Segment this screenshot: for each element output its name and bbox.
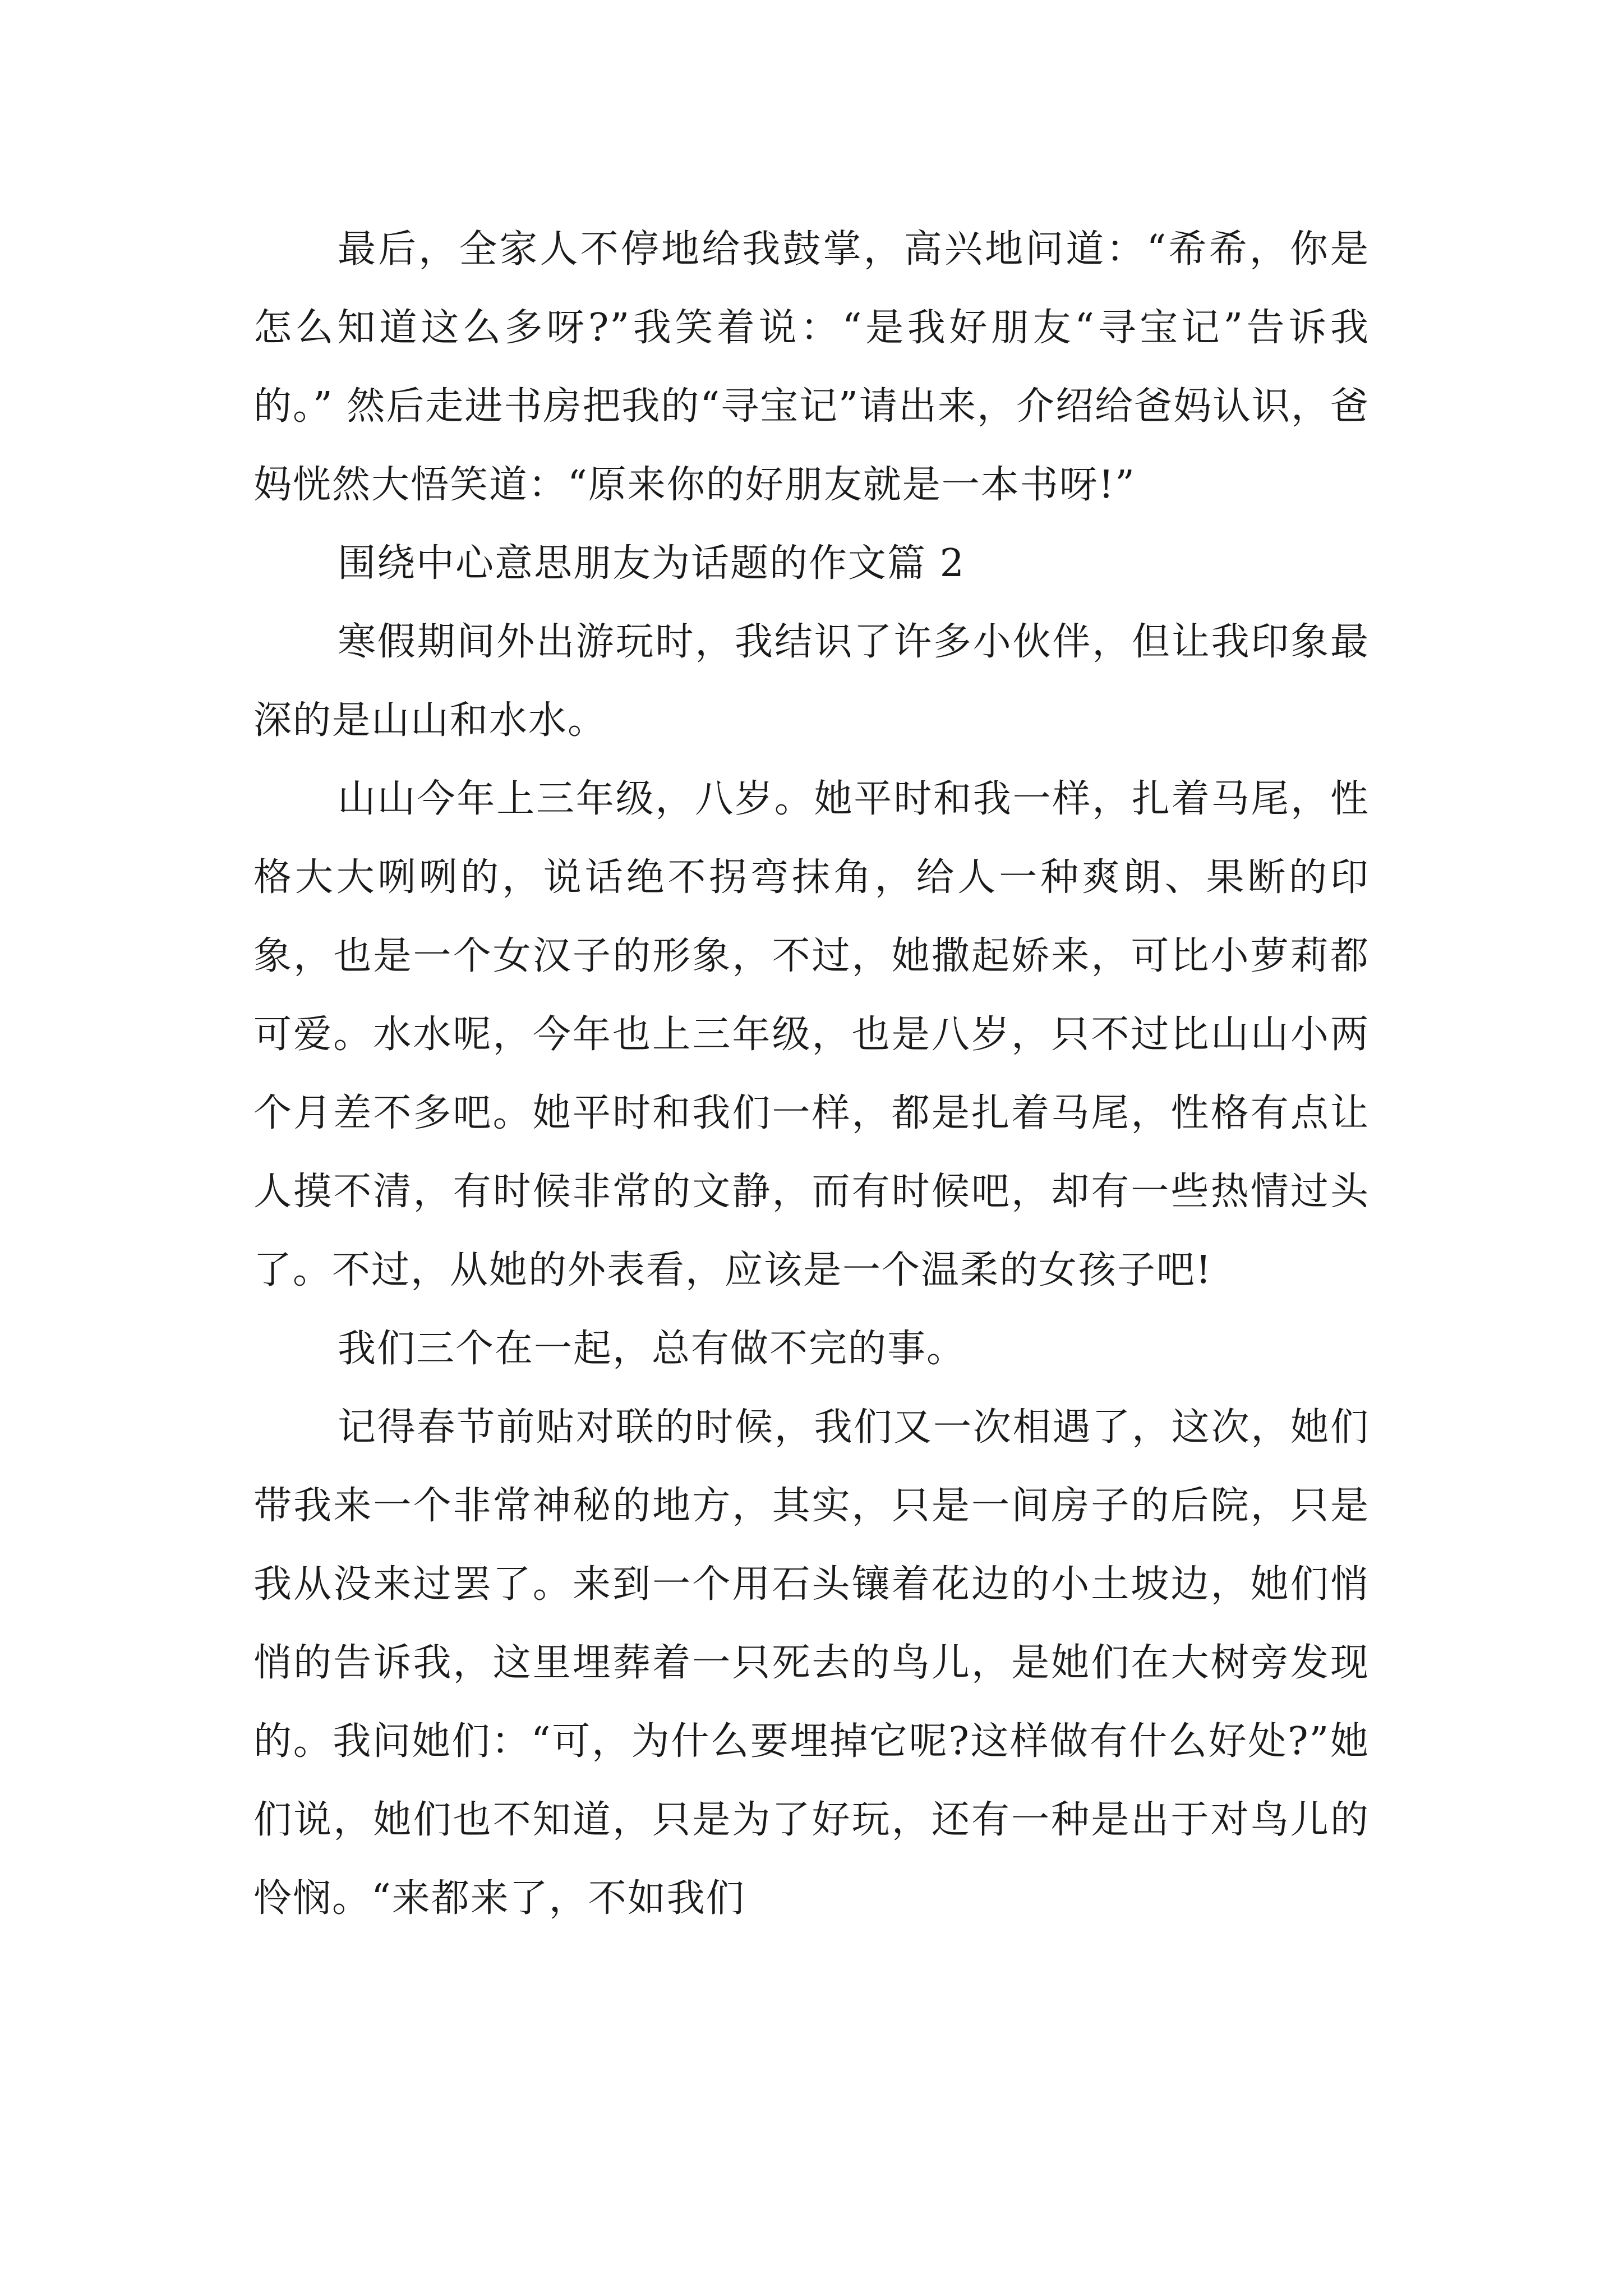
paragraph-together: 我们三个在一起，总有做不完的事。 — [338, 1327, 966, 1371]
paragraph-ending: 最后，全家人不停地给我鼓掌，高兴地问道：“希希，你是怎么知道这么多呀?”我笑着说：“是我好朋友“寻宝记”告诉我的。” 然后走进书房把我的“寻宝记”请出来，介绍给爸妈认识，爸妈恍然大悟笑道：“原来你的好朋友就是一本书呀!” — [253, 227, 1370, 507]
section-heading: 围绕中心意思朋友为话题的作文篇 2 — [338, 541, 965, 586]
paragraph-intro: 寒假期间外出游玩时，我结识了许多小伙伴，但让我印象最深的是山山和水水。 — [253, 620, 1370, 743]
paragraph-description: 山山今年上三年级，八岁。她平时和我一样，扎着马尾，性格大大咧咧的，说话绝不拐弯抹角，给人一种爽朗、果断的印象，也是一个女汉子的形象，不过，她撒起娇来，可比小萝莉都可爱。水水呢，今年也上三年级，也是八岁，只不过比山山小两个月差不多吧。她平时和我们一样，都是扎着马尾，性格有点让人摸不清，有时候非常的文静，而有时候吧，却有一些热情过头了。不过，从她的外表看，应该是一个温柔的女孩子吧! — [253, 777, 1370, 1292]
document-body — [253, 210, 1370, 1938]
paragraph-memory: 记得春节前贴对联的时候，我们又一次相遇了，这次，她们带我来一个非常神秘的地方，其实，只是一间房子的后院，只是我从没来过罢了。来到一个用石头镶着花边的小土坡边，她们悄悄的告诉我，这里埋葬着一只死去的鸟儿，是她们在大树旁发现的。我问她们：“可，为什么要埋掉它呢?这样做有什么好处?”她们说，她们也不知道，只是为了好玩，还有一种是出于对鸟儿的怜悯。“来都来了，不如我们 — [253, 1405, 1370, 1921]
